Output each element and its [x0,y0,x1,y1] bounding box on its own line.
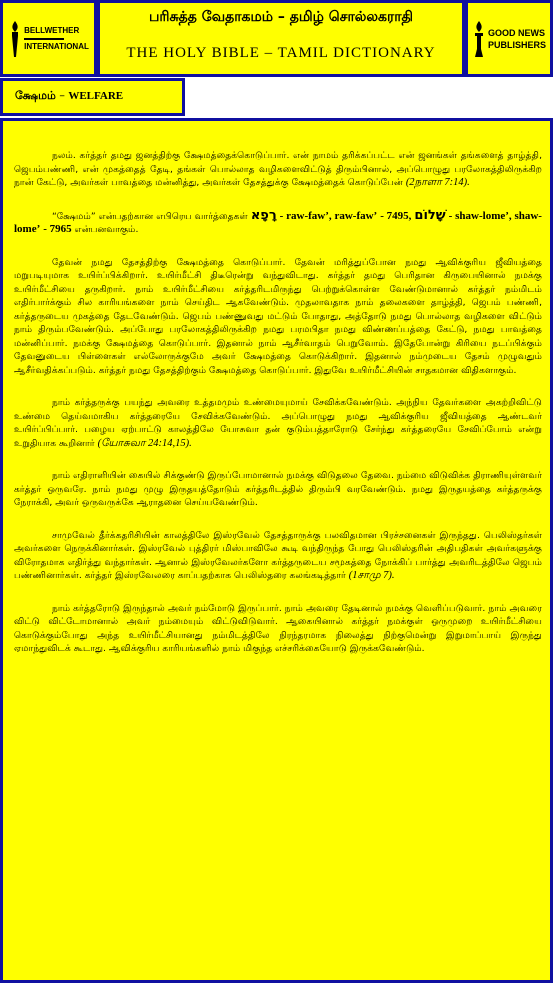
bellwether-logo-text [24,25,89,53]
title-banner [97,0,465,77]
bellwether-line2: INTERNATIONAL [24,41,89,51]
transliteration-1: - raw-faw’, raw-faw’ [279,209,378,222]
good-news-line2: PUBLISHERS [487,39,546,50]
entry-heading [15,89,123,104]
paragraph-2-end: என்பனவாகும். [74,224,139,235]
paragraph-6-text: சாமுவேல் தீர்க்கதரிசியின் காலத்திலே இஸ்ரவேல் தேசத்தாருக்கு பலவிதமான பிரச்சனைகள் இருந்தது. பெலிஸ்தர்கள் அவர்களை நெருக்கினார்கள். இஸ்ரவேல் புத்திரர் மிஸ்பாவிலே கூடி வந்திருந்த போது பெலிஸ்தரின் அதிபதிகள் அவர்களுக்கு விரோதமாக எதிர்த்து வந்தார்கள். ஆனால் இஸ்ரவேலர்களோ கர்த்தருடைய சமூகத்தை நோக்கிப் பார்த்து அவரிடத்திலே ஜெபம் பண்ணினார்கள். கர்த்தர் இஸ்ரவேலரை காப்பதற்காக பெலிஸ்தரை கலங்கடித்தார் [14,529,542,581]
entry-term-english: WELFARE [68,90,124,102]
paragraph-1 [14,149,542,190]
scripture-reference: (யோசுவா 24:14,15). [97,437,192,449]
entry-body [14,149,542,675]
paragraph-7 [14,602,542,656]
transliteration-2: - shaw-lome’, shaw-lome’ [14,209,542,235]
entry-separator: – [59,89,65,102]
scripture-reference: (1சாமு 7). [348,570,395,581]
entry-content-box [0,118,553,983]
good-news-logo-text [488,27,546,51]
entry-heading-box [0,78,185,116]
page-title-english: THE HOLY BIBLE – TAMIL DICTIONARY [126,45,436,61]
paragraph-1-text: நலம். கர்த்தர் தமது ஜனத்திற்கு க்ஷேமத்தைக்கொடுப்பார். என் நாமம் தரிக்கப்பட்ட என் ஜனங்கள் தங்களைத் தாழ்த்தி, ஜெபம்பண்ணி, என் முகத்தைத் தேடி, தங்கள் பொல்லாத வழிகளைவிட்டுத் திரும்பினால், அப்பொழுது பரலோகத்திலிருக்கிற நான் கேட்டு, அவர்கள் பாவத்தை மன்னித்து, அவர்கள் தேசத்துக்கு க்ஷேமத்தைக் கொடுப்பேன் [14,150,542,188]
scripture-reference: (2நாளா 7:14). [405,177,470,188]
strongs-number-1: - 7495, [380,209,412,222]
page-title-tamil: பரிசுத்த வேதாகமம் – தமிழ் சொல்லகராதி [149,9,413,25]
entry-term-tamil: க்ஷேமம் [15,89,56,102]
good-news-logo-box [465,0,553,77]
hebrew-word-1: רָפָא [250,207,277,223]
bellwether-logo [3,3,94,74]
paragraph-3 [14,256,542,378]
bellwether-logo-box [0,0,97,77]
hebrew-word-2: שָׁלוֹם [414,207,446,223]
paragraph-5 [14,469,542,510]
paragraph-5-text: நாம் எதிராளியின் கையில் சிக்குண்டு இருப்போமானால் நமக்கு விடுதலை தேவை. நம்மை விடுவிக்க திராணியுள்ளவர் கர்த்தர் ஒருவரே. நாம் நமது முழு இருதயத்தோடும் கர்த்தரிடத்தில் திரும்பி வரவேண்டும். நமது இருதயத்தை கர்த்தருக்கு நேராக்கி, அவர் ஒருவருக்கே ஆராதனை செய்யவேண்டும். [14,470,542,508]
paragraph-2-text: “க்ஷேமம்” என்பதற்கான எபிரெய வார்த்தைகள் [52,210,248,222]
paragraph-6 [14,529,542,583]
torch-icon [8,19,22,59]
bellwether-line1: BELLWETHER [24,25,80,35]
good-news-line1: GOOD NEWS [487,27,545,38]
strongs-number-2: - 7965 [43,223,72,235]
paragraph-4-text: நாம் கர்த்தருக்கு பயந்து அவரை உத்தமமும் உண்மையுமாய் சேவிக்கவேண்டும். அந்நிய தேவர்களை அகற்றிவிட்டு உண்மை தெய்வமாகிய கர்த்தரையே சேவிக்கவேண்டும். அப்பொழுது நமது ஆவிக்குரிய ஜீவியத்தை ஆண்டவர் உயிர்ப்பிப்பார். பழைய ஏற்பாட்டு காலத்திலே யோசுவா தன் குடும்பத்தாரோடு சேர்ந்து கர்த்தரையே சேவிப்போம் என்று உறுதியாக கூறினார் [14,397,542,449]
paragraph-2 [14,209,542,237]
good-news-logo [468,3,550,74]
paragraph-7-text: நாம் கர்த்தரோடு இருந்தால் அவர் நம்மோடு இருப்பார். நாம் அவரை தேடினால் நமக்கு வெளிப்படுவார். நாம் அவரை விட்டு விட்டோமானால் அவர் நம்மையும் விட்டுவிடுவார். ஆகையினால் கர்த்தர் நமக்குள் ஒருமுறை உயிர்மீட்சியை கொடுக்கும்போது அந்த உயிர்மீட்சியானது நம்மிடத்திலே நிரந்தரமாக நிலைத்து நிற்குமென்று இறுமாப்பாய் இருந்து ஏமாந்துவிடக் கூடாது. ஆவிக்குரிய காரியங்களில் நாம் மிகுந்த எச்சரிக்கையோடு இருக்கவேண்டும். [14,602,542,654]
paragraph-4 [14,396,542,450]
lamp-icon [472,19,486,59]
paragraph-3-text: தேவன் நமது தேசத்திற்கு க்ஷேமத்தை கொடுப்பார். தேவன் மரித்துப்போன நமது ஆவிக்குரிய ஜீவியத்தை மறுபடியுமாக உயிர்ப்பிக்கிறார். உயிர்மீட்சி திடீரென்று வந்துவிடாது. கர்த்தர் தமது பெரிதான கிருபையினால் நமக்கு உயிர்மீட்சியை தருகிறார். நாம் உயிர்மீட்சியை கர்த்தரிடமிருந்து பெற்றுக்கொள்ள வேண்டுமானால் கர்த்தர் நம்மிடம் எதிர்பார்க்கும் சில காரியங்களை நாம் செய்திட ஆகவேண்டும். முதலாவதாக நாம் தலைகளை தாழ்த்தி, ஜெபம் பண்ணி, கர்த்தருடைய முகத்தை தேடவேண்டும். ஜெபம் பண்ணுவது மட்டும் போதாது, அத்தோடு நமது பொல்லாத வழிகளை விட்டும் நாம் திரும்பவேண்டும். அப்போது பரலோகத்திலிருக்கிற நமது பரமபிதா நமது விண்ணப்பத்தை கேட்டு, நமது பாவத்தை மன்னிப்பார். நமக்கு க்ஷேமத்தை கொடுப்பார். இதனால் நாம் ஆசீர்வாதம் பெறுவோம். இதேபோன்று கிரியை நடப்பிக்கும் தேவனுடைய பிள்ளைகள் எல்லோருக்குமே அவர் க்ஷேமத்தை கொடுக்கிறார். இதனால் நம்முடைய தேசம் முழுவதும் ஆசீர்வதிக்கப்படும். கர்த்தர் நமது தேசத்திற்கும் க்ஷேமத்தை கொடுப்பார். இதுவே உயிர்மீட்சியின் சாதகமான விதிகளாகும். [14,256,542,376]
